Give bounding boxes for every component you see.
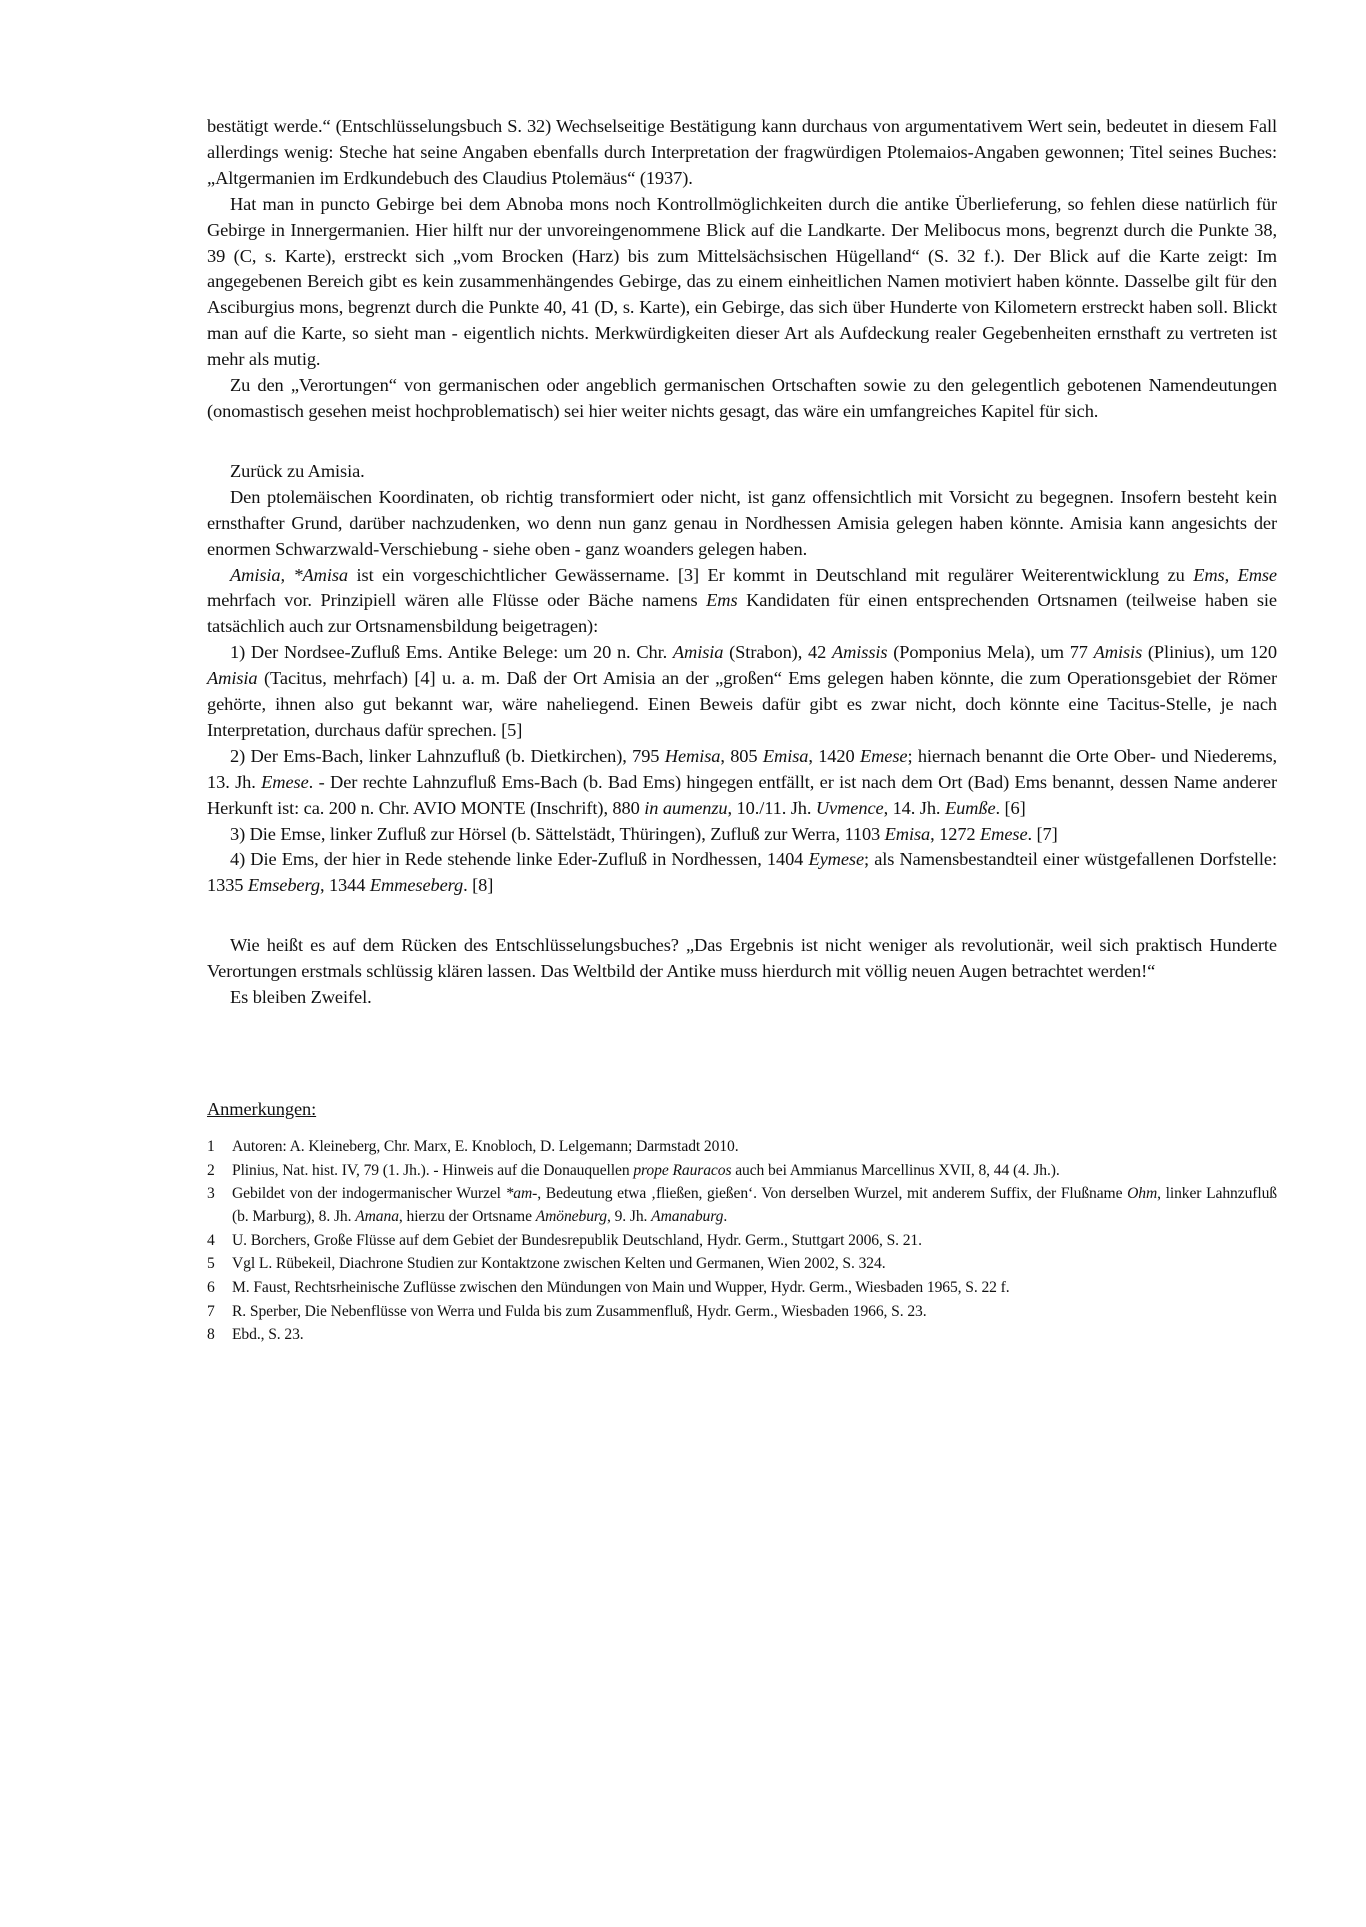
italic-text: Hemisa (664, 745, 721, 766)
italic-text: in aumenzu (644, 797, 728, 818)
text-run: Vgl L. Rübekeil, Diachrone Studien zur Kontaktzone zwischen Kelten und Germanen, Wien 2002, S. 324. (232, 1255, 886, 1273)
paragraph (207, 459, 1277, 485)
text-run: (Strabon), 42 (723, 642, 832, 663)
paragraph (207, 640, 1277, 744)
text-run: . [7] (1027, 823, 1058, 844)
section-gap (207, 899, 1277, 933)
paragraph (207, 933, 1277, 985)
text-run: mehrfach vor. Prinzipiell wären alle Flüsse oder Bäche namens (207, 590, 707, 611)
text-run: Plinius, Nat. hist. IV, 79 (1. Jh.). - Hinweis auf die Donauquellen (232, 1161, 634, 1179)
text-run: Ebd., S. 23. (232, 1326, 304, 1344)
body-section-amisia (207, 459, 1277, 899)
footnote-number: 6 (207, 1279, 215, 1297)
italic-text: Emese (980, 823, 1028, 844)
footnote-number: 5 (207, 1255, 215, 1273)
italic-text: Amisia, *Amisa (230, 564, 349, 585)
text-run: ist ein vorgeschichtlicher Gewässername. [3] Er kommt in Deutschland mit regulärer Weiterentwicklung zu (348, 564, 1194, 585)
paragraph (207, 192, 1277, 373)
text-run: Wie heißt es auf dem Rücken des Entschlüsselungsbuches? „Das Ergebnis ist nicht weniger als revolutionär, weil sich praktisch Hunderte Verortungen erstmals schlüssig klären lassen. Das Weltbild der Antike muss hierdurch mit völlig neuen Augen betrachtet werden!“ (207, 935, 1277, 982)
italic-text: Amana (355, 1208, 399, 1226)
text-run: 3) Die Emse, linker Zufluß zur Hörsel (b. Sättelstädt, Thüringen), Zufluß zur Werra, 1103 (230, 823, 885, 844)
notes-block (207, 1097, 1277, 1346)
footnote (207, 1159, 1277, 1182)
notes-list (207, 1135, 1277, 1347)
text-run: Zu den „Verortungen“ von germanischen oder angeblich germanischen Ortschaften sowie zu den gelegentlich gebotenen Namendeutungen (onomastisch gesehen meist hochproblematisch) sei hier weiter nichts gesagt, das wäre ein umfangreiches Kapitel für sich. (207, 375, 1277, 421)
italic-text: Emisa (762, 745, 809, 766)
italic-text: prope Rauracos (633, 1161, 732, 1179)
text-run: Autoren: A. Kleineberg, Chr. Marx, E. Knobloch, D. Lelgemann; Darmstadt 2010. (232, 1137, 739, 1155)
footnote (207, 1276, 1277, 1299)
text-run: (Pomponius Mela), um 77 (887, 642, 1094, 663)
text-run: . - Der rechte Lahnzufluß Ems-Bach (b. Bad Ems) hingegen entfällt, er ist nach dem Ort (Bad) Ems benannt, dessen Name anderer Herkunft ist: ca. 200 n. Chr. AVIO MONTE (Inschrift), 880 (207, 771, 1277, 818)
text-run: , 1420 (808, 745, 860, 766)
notes-heading: Anmerkungen: (207, 1099, 317, 1119)
text-run: , hierzu der Ortsname (398, 1208, 536, 1226)
footnote-number: 1 (207, 1137, 215, 1155)
document-page (207, 114, 1277, 1347)
italic-text: Emse (1237, 564, 1277, 585)
footnote (207, 1182, 1277, 1228)
text-run: ; hiernach benannt die Orte Ober- und Niederems, 13. Jh. (207, 745, 1278, 792)
paragraph (207, 373, 1277, 425)
italic-text: Eumße (944, 797, 996, 818)
text-run: , 14. Jh. (883, 797, 945, 818)
paragraph (207, 985, 1277, 1011)
italic-text: Eymese (808, 849, 865, 870)
paragraph (207, 822, 1277, 848)
text-run: Kandidaten für einen entsprechenden Ortsnamen (teilweise haben sie tatsächlich auch zur Ortsnamensbildung beigetragen): (207, 590, 1277, 637)
body-section-top (207, 114, 1277, 425)
text-run: ; als Namensbestandteil einer wüstgefallenen Dorfstelle: 1335 (207, 849, 1277, 896)
text-run: , 10./11. Jh. (727, 797, 816, 818)
paragraph (207, 847, 1277, 899)
section-gap (207, 1011, 1277, 1097)
italic-text: Amanaburg (651, 1208, 724, 1226)
text-run: Zurück zu Amisia. (230, 460, 365, 481)
footnote-number: 2 (207, 1161, 215, 1179)
italic-text: Amisia (207, 668, 258, 689)
italic-text: Emese (261, 771, 309, 792)
text-run: (Tacitus, mehrfach) [4] u. a. m. Daß der Ort Amisia an der „großen“ Ems gelegen haben könnte, die zum Operationsgebiet der Römer gehörte, ihnen also gut bekannt war, wäre naheliegend. Einen Beweis dafür gibt es zwar nicht, doch könnte eine Tacitus-Stelle, je nach Interpretation, durchaus dafür sprechen. [5] (207, 668, 1277, 740)
italic-text: Amisia (672, 642, 724, 663)
text-run: (Plinius), um 120 (1142, 642, 1277, 663)
text-run: , 1272 (930, 823, 981, 844)
italic-text: *am- (505, 1185, 538, 1203)
text-run: . [6] (995, 797, 1026, 818)
body-section-closing (207, 933, 1277, 1011)
section-gap (207, 425, 1277, 459)
footnote (207, 1229, 1277, 1252)
text-run: Den ptolemäischen Koordinaten, ob richtig transformiert oder nicht, ist ganz offensichtlich mit Vorsicht zu begegnen. Insofern besteht kein ernsthafter Grund, darüber nachzudenken, wo denn nun ganz genau in Nordhessen Amisia gelegen haben könnte. Amisia kann angesichts der enormen Schwarzwald-Verschiebung - siehe oben - ganz woanders gelegen haben. (207, 486, 1277, 559)
paragraph (207, 744, 1277, 822)
footnote (207, 1252, 1277, 1275)
text-run: 2) Der Ems-Bach, linker Lahnzufluß (b. Dietkirchen), 795 (230, 745, 665, 766)
footnote (207, 1300, 1277, 1323)
text-run: M. Faust, Rechtsrheinische Zuflüsse zwischen den Mündungen von Main und Wupper, Hydr. Germ., Wiesbaden 1965, S. 22 f. (232, 1279, 1010, 1297)
text-run: bestätigt werde.“ (Entschlüsselungsbuch S. 32) Wechselseitige Bestätigung kann durchaus von argumentativem Wert sein, bedeutet in diesem Fall allerdings wenig: Steche hat seine Angaben ebenfalls durch Interpretation der fragwürdigen Ptolemaios-Angaben gewonnen; Titel seines Buches: „Altgermanien im Erdkundebuch des Claudius Ptolemäus“ (1937). (207, 116, 1277, 188)
paragraph (207, 485, 1277, 563)
text-run: R. Sperber, Die Nebenflüsse von Werra und Fulda bis zum Zusammenfluß, Hydr. Germ., Wiesbaden 1966, S. 23. (232, 1302, 927, 1320)
text-run: Gebildet von der indogermanischer Wurzel (232, 1185, 506, 1203)
text-run: . (723, 1208, 728, 1226)
text-run: . [8] (463, 875, 494, 896)
italic-text: Emese (859, 745, 908, 766)
footnote-number: 8 (207, 1326, 215, 1344)
text-run: 4) Die Ems, der hier in Rede stehende linke Eder-Zufluß in Nordhessen, 1404 (230, 849, 809, 870)
text-run: Es bleiben Zweifel. (230, 987, 372, 1008)
italic-text: Amisis (1093, 642, 1143, 663)
italic-text: Amöneburg (535, 1208, 607, 1226)
text-run: , Bedeutung etwa ‚fließen, gießen‘. Von derselben Wurzel, mit anderem Suffix, der Flußname (537, 1185, 1128, 1203)
text-run: U. Borchers, Große Flüsse auf dem Gebiet der Bundesrepublik Deutschland, Hydr. Germ., Stuttgart 2006, S. 21. (232, 1231, 922, 1249)
footnote-number: 3 (207, 1185, 215, 1203)
text-run: , (1224, 564, 1238, 585)
footnote-number: 4 (207, 1231, 215, 1249)
text-run: , 9. Jh. (607, 1208, 652, 1226)
italic-text: Uvmence (815, 797, 884, 818)
text-run: Hat man in puncto Gebirge bei dem Abnoba mons noch Kontrollmöglichkeiten durch die antike Überlieferung, so fehlen diese natürlich für Gebirge in Innergermanien. Hier hilft nur der unvoreingenommene Blick auf die Landkarte. Der Melibocus mons, begrenzt durch die Punkte 38, 39 (C, s. Karte), erstreckt sich „vom Brocken (Harz) bis zum Mittelsächsischen Hügelland“ (S. 32 f.). Der Blick auf die Karte zeigt: Im angegebenen Bereich gibt es kein zusammenhängendes Gebirge, das zu einem einheitlichen Namen motiviert haben könnte. Dasselbe gilt für den Asciburgius mons, begrenzt durch die Punkte 40, 41 (D, s. Karte), ein Gebirge, das sich über Hunderte von Kilometern erstreckt haben soll. Blickt man auf die Karte, so sieht man - eigentlich nichts. Merkwürdigkeiten dieser Art als Aufdeckung realer Gegebenheiten ernsthaft zu vertreten ist mehr als mutig. (207, 193, 1277, 370)
text-run: , linker Lahnzufluß (b. Marburg), 8. Jh. (232, 1185, 1277, 1226)
italic-text: Ohm (1127, 1185, 1158, 1203)
footnote-number: 7 (207, 1302, 215, 1320)
italic-text: Ems (1193, 564, 1225, 585)
paragraph (207, 563, 1277, 641)
text-run: , 805 (720, 745, 763, 766)
footnote (207, 1135, 1277, 1158)
italic-text: Emseberg (247, 875, 320, 896)
italic-text: Emmeseberg (369, 875, 464, 896)
footnote (207, 1323, 1277, 1346)
italic-text: Ems (706, 590, 738, 611)
text-run: , 1344 (319, 875, 370, 896)
paragraph (207, 114, 1277, 192)
italic-text: Emisa (884, 823, 931, 844)
text-run: 1) Der Nordsee-Zufluß Ems. Antike Belege: um 20 n. Chr. (230, 642, 673, 663)
italic-text: Amissis (831, 642, 888, 663)
text-run: auch bei Ammianus Marcellinus XVII, 8, 44 (4. Jh.). (731, 1161, 1060, 1179)
